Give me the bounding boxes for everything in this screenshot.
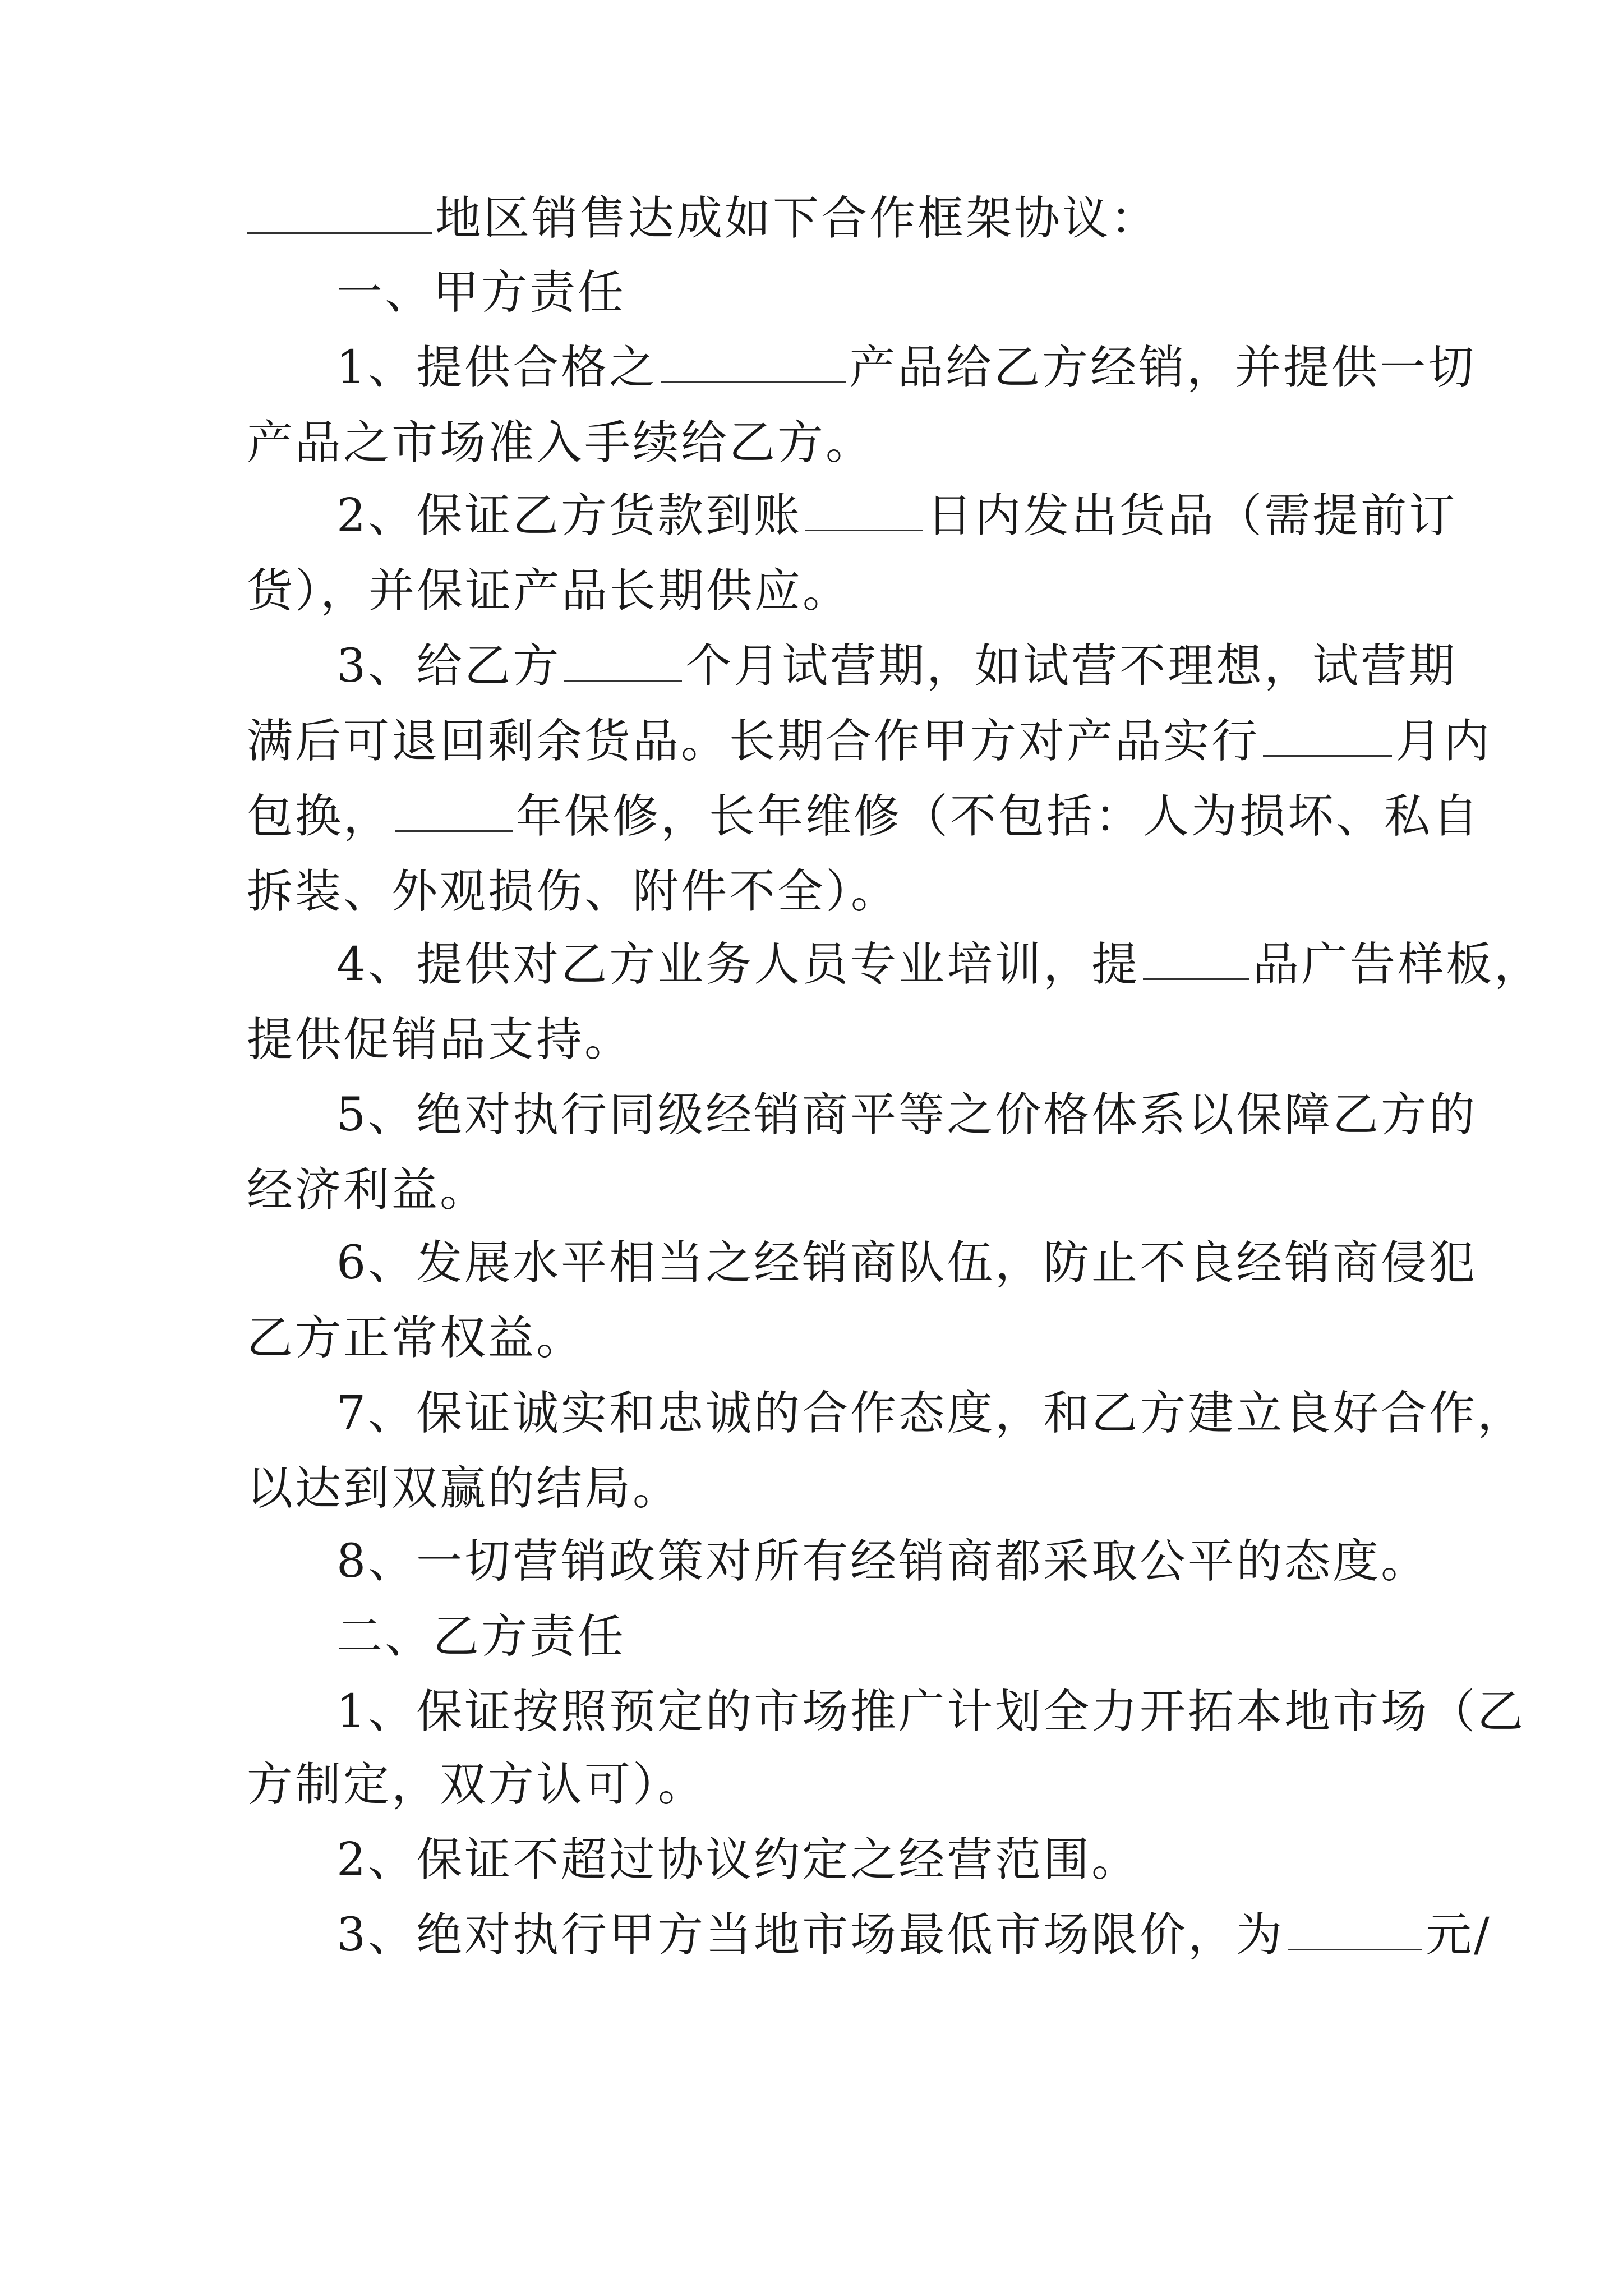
party-a-item-8-line-1: 8、一切营销政策对所有经销商都采取公平的态度。 bbox=[336, 1535, 1430, 1588]
party-b-item-3-text-b: 元/ bbox=[1426, 1908, 1492, 1962]
party-b-item-2-line-1: 2、保证不超过协议约定之经营范围。 bbox=[336, 1833, 1140, 1887]
intro-text: 地区销售达成如下合作框架协议： bbox=[435, 192, 1159, 245]
party-b-item-1-line-2: 方制定，双方认可）。 bbox=[247, 1758, 707, 1811]
party-a-item-1-text-a: 1、提供合格之 bbox=[336, 341, 658, 394]
party-a-item-5-line-1: 5、绝对执行同级经销商平等之价格体系以保障乙方的 bbox=[336, 1088, 1478, 1142]
party-b-item-1-line-1: 1、保证按照预定的市场推广计划全力开拓本地市场（乙 bbox=[336, 1685, 1526, 1738]
party-a-item-3-text-b: 个月试营期，如试营不理想，试营期 bbox=[685, 639, 1458, 693]
party-a-item-3-text-f: 年保修，长年维修（不包括：人为损坏、私自 bbox=[516, 790, 1481, 843]
party-a-item-2-text-b: 日内发出货品（需提前订 bbox=[926, 489, 1458, 542]
region-blank[interactable] bbox=[247, 193, 432, 234]
party-b-item-3-line-1 bbox=[336, 1907, 1492, 1963]
delivery-days-blank[interactable] bbox=[805, 490, 923, 531]
party-a-item-1-line-1 bbox=[336, 340, 1476, 396]
product-name-blank[interactable] bbox=[661, 342, 846, 383]
party-a-item-6-line-2: 乙方正常权益。 bbox=[247, 1312, 585, 1365]
party-a-item-4-text-b: 品广告样板， bbox=[1253, 938, 1543, 991]
party-a-item-4-text-a: 4、提供对乙方业务人员专业培训，提 bbox=[336, 938, 1140, 991]
party-a-item-4-line-1 bbox=[336, 937, 1542, 993]
party-a-item-1-text-b: 产品给乙方经销，并提供一切 bbox=[849, 341, 1477, 394]
party-a-item-3-text-d: 月内 bbox=[1395, 715, 1492, 768]
party-a-item-7-line-2: 以达到双赢的结局。 bbox=[247, 1462, 681, 1515]
party-a-item-3-line-1 bbox=[336, 638, 1457, 694]
party-a-item-3-line-3 bbox=[247, 789, 1481, 845]
exchange-months-blank[interactable] bbox=[1263, 716, 1392, 757]
party-a-item-6-line-1: 6、发展水平相当之经销商队伍，防止不良经销商侵犯 bbox=[336, 1236, 1478, 1290]
party-a-item-2-text-a: 2、保证乙方货款到账 bbox=[336, 489, 803, 542]
party-a-item-7-line-1: 7、保证诚实和忠诚的合作态度，和乙方建立良好合作， bbox=[336, 1387, 1526, 1440]
party-a-item-3-line-2 bbox=[247, 714, 1492, 770]
party-a-item-3-text-e: 包换， bbox=[247, 790, 392, 843]
party-a-heading: 一、甲方责任 bbox=[336, 266, 626, 319]
party-a-item-4-line-2: 提供促销品支持。 bbox=[247, 1013, 633, 1066]
party-a-item-3-text-c: 满后可退回剩余货品。长期合作甲方对产品实行 bbox=[247, 715, 1260, 768]
party-b-item-3-text-a: 3、绝对执行甲方当地市场最低市场限价，为 bbox=[336, 1908, 1285, 1962]
party-a-item-2-line-2: 货），并保证产品长期供应。 bbox=[247, 564, 851, 618]
warranty-years-blank[interactable] bbox=[395, 791, 513, 832]
party-a-item-1-line-2: 产品之市场准入手续给乙方。 bbox=[247, 416, 874, 470]
party-a-item-3-line-4: 拆装、外观损伤、附件不全）。 bbox=[247, 865, 900, 918]
trial-months-blank[interactable] bbox=[564, 641, 682, 682]
party-a-item-5-line-2: 经济利益。 bbox=[247, 1163, 488, 1217]
ad-sample-blank[interactable] bbox=[1143, 939, 1249, 980]
intro-line bbox=[247, 191, 1159, 247]
party-a-item-3-text-a: 3、给乙方 bbox=[336, 639, 561, 693]
min-price-blank[interactable] bbox=[1288, 1910, 1422, 1950]
party-b-heading: 二、乙方责任 bbox=[336, 1610, 626, 1663]
party-a-item-2-line-1 bbox=[336, 488, 1457, 544]
